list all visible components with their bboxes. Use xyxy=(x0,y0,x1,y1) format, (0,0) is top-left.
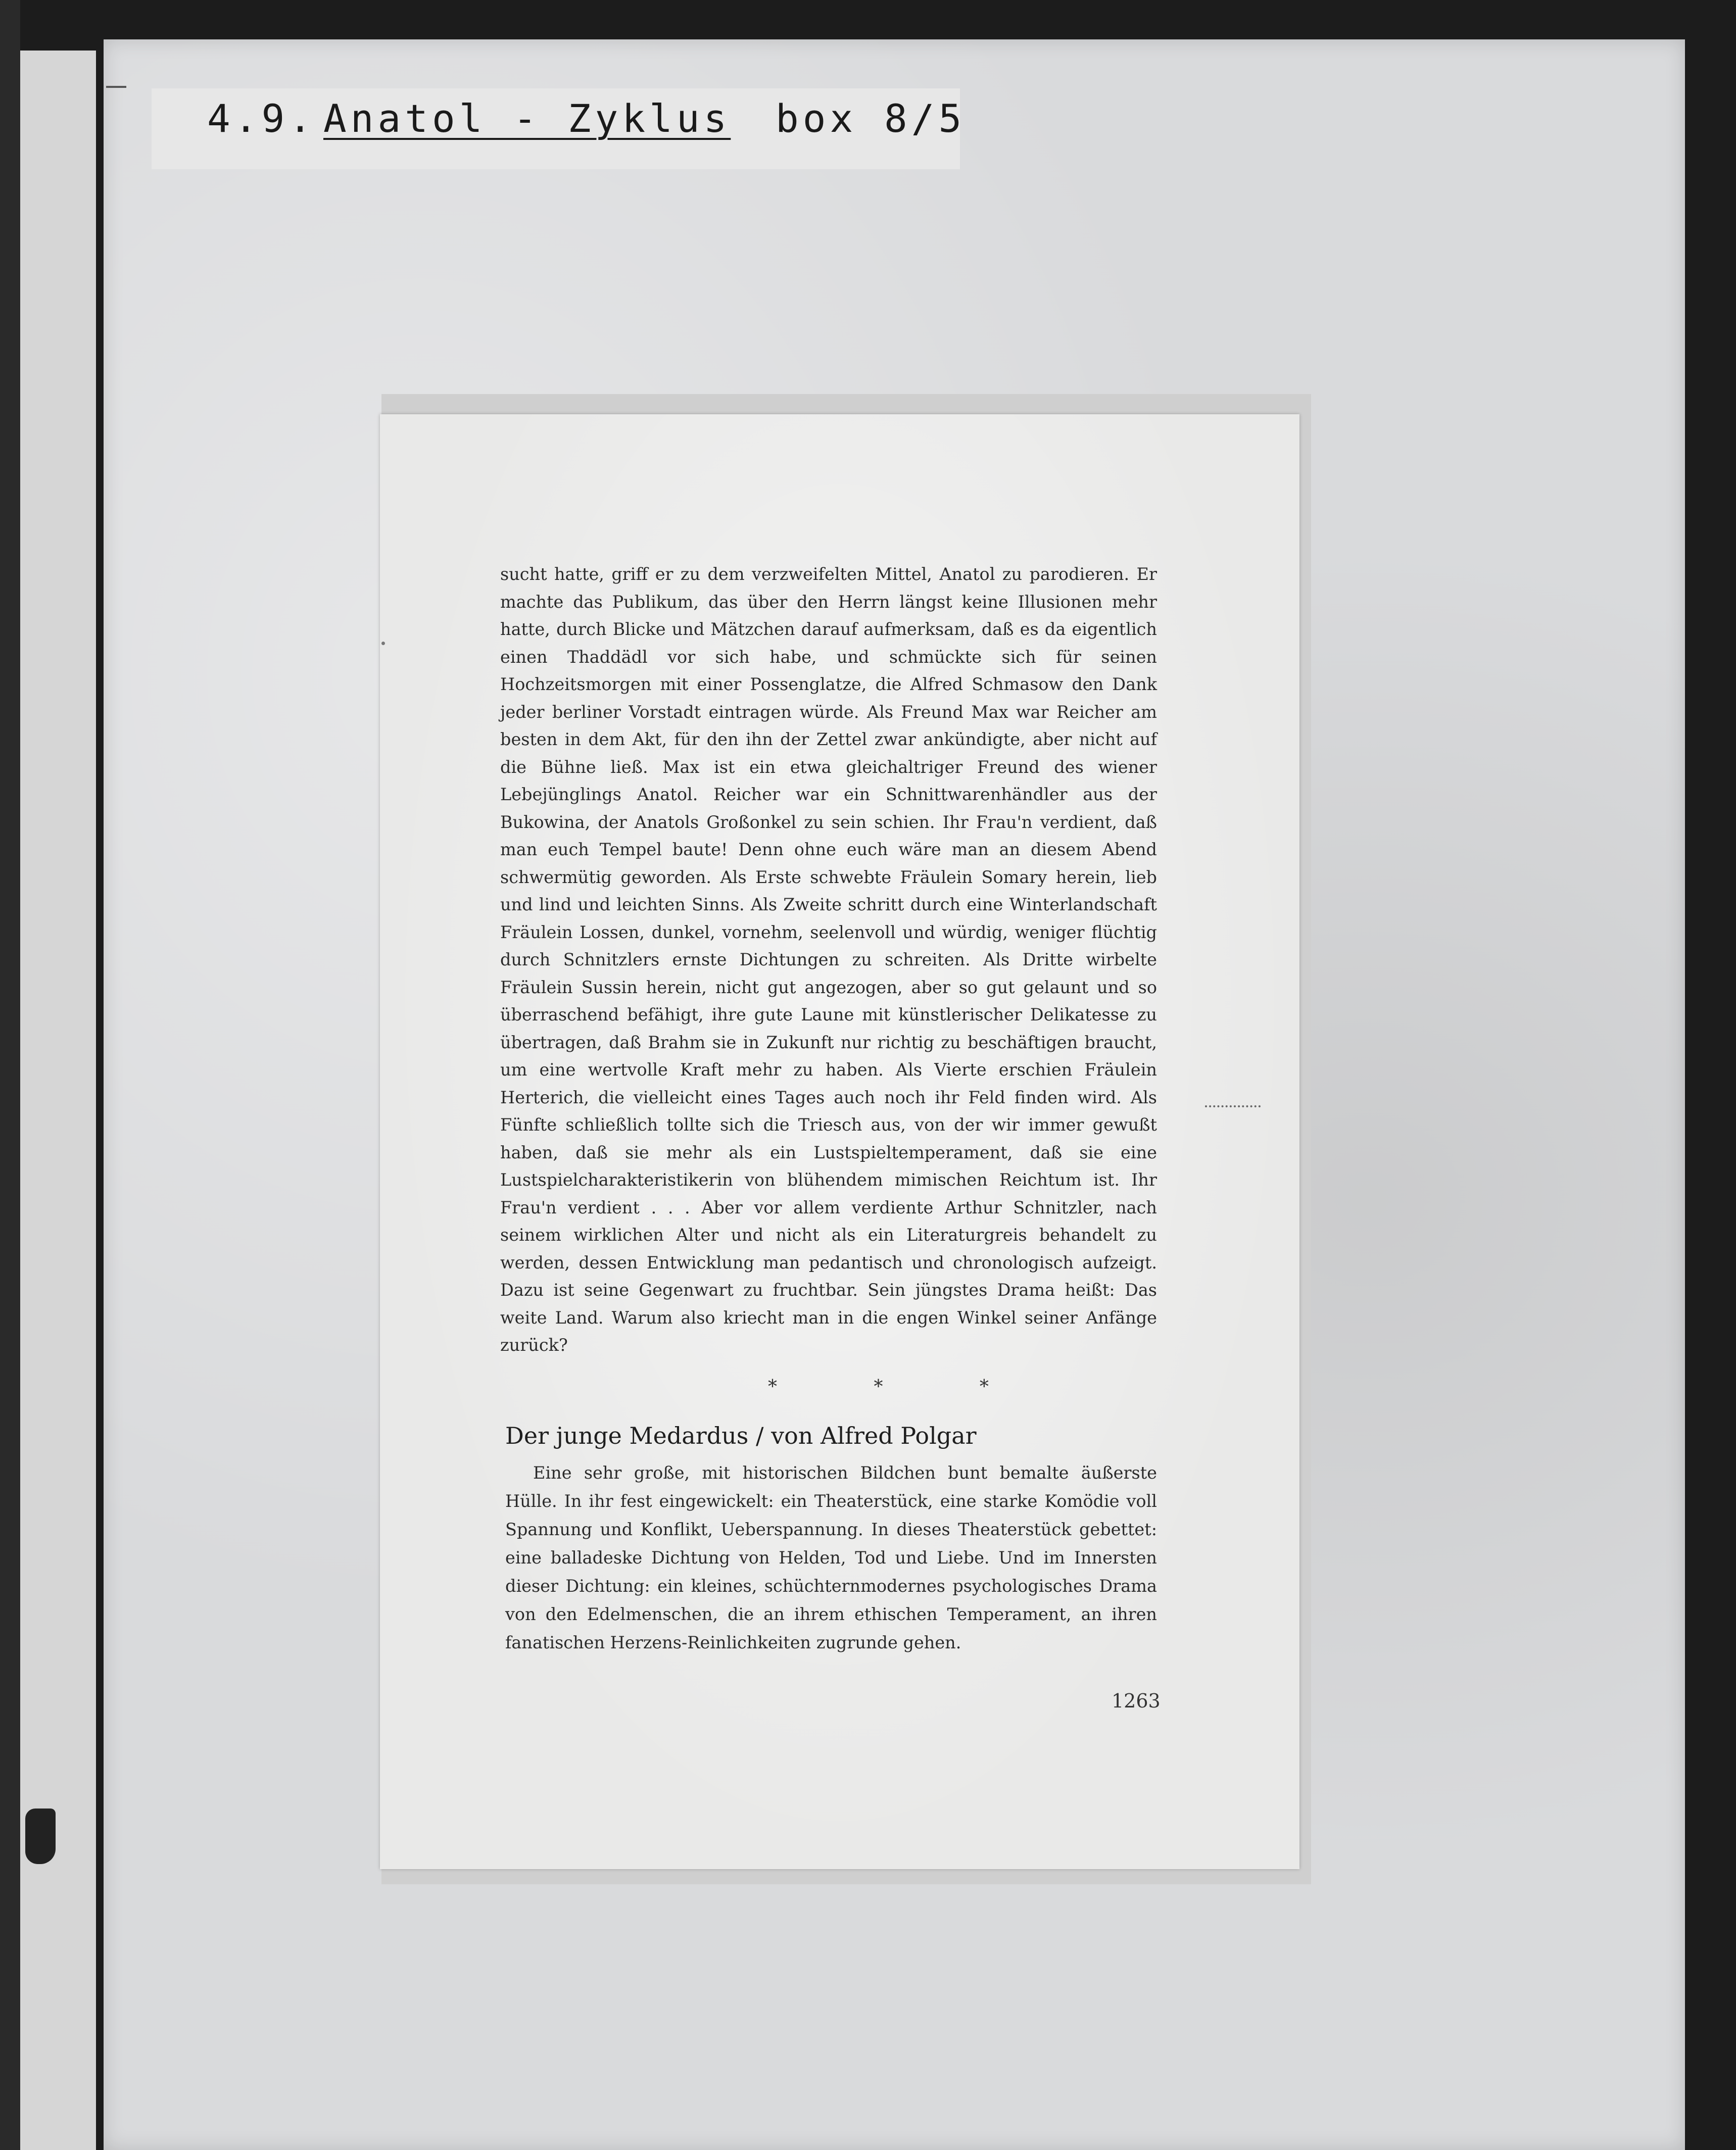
article-paragraph: Eine sehr große, mit historischen Bildchen bunt bemalte äußerste Hülle. In ihr fest eingewickelt: ein Theaterstück, eine starke Komödie voll Spannung und Konflikt, Ueberspannung. In dieses Theaterstück gebettet: eine balladeske Dichtung von Helden, Tod und Liebe. Und im Innersten dieser Dichtung: ein kleines, schüchternmodernes psychologisches Drama von den Edelmenschen, die an ihrem ethischen Temperament, an ihren fanatischen Herzens-Reinlichkeiten zugrunde gehen. xyxy=(505,1463,1157,1652)
folder-label-box: box 8/5 xyxy=(776,96,966,141)
folder-label-number: 4.9. xyxy=(207,96,316,141)
article-heading: Der junge Medardus / von Alfred Polgar xyxy=(505,1422,977,1449)
folder-label-title: Anatol - Zyklus xyxy=(323,96,731,141)
clipping-body-text xyxy=(500,561,1157,1359)
film-frame-edge xyxy=(0,0,20,2150)
section-separator: * * * xyxy=(768,1377,1034,1397)
page-number: 1263 xyxy=(1112,1690,1161,1712)
article-body-text xyxy=(505,1459,1157,1657)
film-hole-mark xyxy=(25,1809,56,1864)
pencil-dash-mark xyxy=(1205,1105,1261,1109)
paper-speck xyxy=(381,642,385,645)
clipping-paragraph: sucht hatte, griff er zu dem verzweifelten Mittel, Anatol zu parodieren. Er machte das Publikum, das über den Herrn längst keine Illusionen mehr hatte, durch Blicke und Mätzchen darauf aufmerksam, daß es da eigentlich einen Thaddädl vor sich habe, und schmückte sich für seinen Hochzeitsmorgen mit einer Possenglatze, die Alfred Schmasow den Dank jeder berliner Vorstadt eintragen würde. Als Freund Max war Reicher am besten in dem Akt, für den ihn der Zettel zwar ankündigte, aber nicht auf die Bühne ließ. Max ist ein etwa gleichaltriger Freund des wiener Lebejünglings Anatol. Reicher war ein Schnittwarenhändler aus der Bukowina, der Anatols Großonkel zu sein schien. Ihr Frau'n verdient, daß man euch Tempel baute! Denn ohne euch wäre man an diesem Abend schwermütig geworden. Als Erste schwebte Fräulein Somary herein, lieb und lind und leichten Sinns. Als Zweite schritt durch eine Winterlandschaft Fräulein Lossen, dunkel, vornehm, seelenvoll und würdig, weniger flüchtig durch Schnitzlers ernste Dichtungen zu schreiten. Als Dritte wirbelte Fräulein Sussin herein, nicht gut angezogen, aber so gut gelaunt und so überraschend befähigt, ihre gute Laune mit künstlerischer Delikatesse zu übertragen, daß Brahm sie in Zukunft nur richtig zu beschäftigen braucht, um eine wertvolle Kraft mehr zu haben. Als Vierte erschien Fräulein Herterich, die vielleicht eines Tages auch noch ihr Feld finden wird. Als Fünfte schließlich tollte sich die Triesch aus, von der wir immer gewußt haben, daß sie mehr als ein Lustspieltemperament, daß sie eine Lustspielcharakteristikerin von blühendem mimischen Reichtum ist. Ihr Frau'n verdient . . . Aber vor allem verdiente Arthur Schnitzler, nach seinem wirklichen Alter und nicht als ein Literaturgreis behandelt zu werden, dessen Entwicklung man pedantisch und chronologisch aufzeigt. Dazu ist seine Gegenwart zu fruchtbar. Sein jüngstes Drama heißt: Das weite Land. Warum also kriecht man in die engen Winkel seiner Anfänge zurück? xyxy=(500,564,1157,1355)
margin-tick-mark xyxy=(106,86,126,88)
